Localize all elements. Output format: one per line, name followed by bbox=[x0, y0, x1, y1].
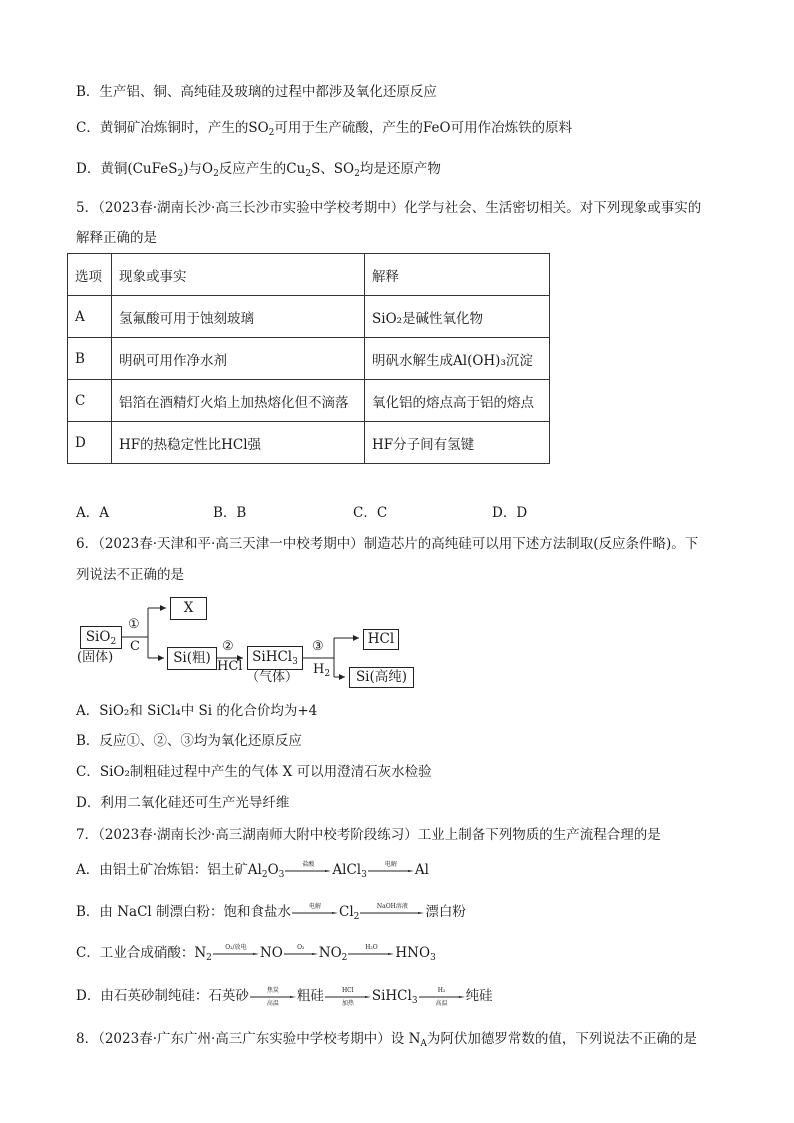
sihcl3-box: SiHCl$_3$ bbox=[247, 646, 303, 670]
q4-option-c: C．黄铜矿冶炼铜时，产生的$SO_2$可用于生产硫酸，产生的FeO可用作冶炼铁的原料 bbox=[76, 120, 573, 138]
table-header-cell: 现象或事实 bbox=[112, 254, 365, 296]
condition-arrow: 电解 bbox=[368, 861, 414, 881]
q5-stem-line2: 解释正确的是 bbox=[76, 230, 157, 246]
table-header-row bbox=[68, 254, 550, 296]
q5-choice-d: D．D bbox=[492, 505, 528, 521]
reagent2-label: HCl bbox=[217, 659, 243, 674]
table-header-cell: 选项 bbox=[68, 254, 112, 296]
table-header-cell: 解释 bbox=[365, 254, 550, 296]
table-cell: 氧化铝的熔点高于铝的熔点 bbox=[365, 380, 550, 422]
q6-option-c: C．SiO₂制粗硅过程中产生的气体 X 可以用澄清石灰水检验 bbox=[76, 764, 432, 780]
condition-arrow: HCl 加热 bbox=[325, 987, 371, 1007]
table-cell: SiO₂是碱性氧化物 bbox=[365, 296, 550, 338]
step2-label: ② bbox=[222, 639, 234, 654]
sio2-box: SiO$_2$ bbox=[80, 626, 122, 649]
q5-choice-b: B．B bbox=[213, 505, 247, 521]
table-cell: D bbox=[68, 422, 112, 464]
q7-option-b: B．由 NaCl 制漂白粉：饱和食盐水 电解 $Cl_2$ NaOH溶液 漂白粉 bbox=[76, 902, 466, 922]
q6-stem-line2: 列说法不正确的是 bbox=[76, 567, 184, 583]
table-row bbox=[68, 338, 550, 380]
q5-table bbox=[67, 253, 550, 464]
q5-choice-c: C．C bbox=[353, 505, 388, 521]
table-cell: 氢氟酸可用于蚀刻玻璃 bbox=[112, 296, 365, 338]
solid-label: (固体) bbox=[77, 650, 114, 665]
condition-arrow: H₂ 高温 bbox=[419, 987, 465, 1007]
q8-stem: 8．（2023春·广东广州·高三广东实验中学校考期中）设 $N_A$为阿伏加德罗常数的值，下列说法不正确的是 bbox=[76, 1031, 697, 1049]
table-cell: 铝箔在酒精灯火焰上加热熔化但不滴落 bbox=[112, 380, 365, 422]
hcl-box: HCl bbox=[363, 629, 399, 650]
q6-option-d: D．利用二氧化硅还可生产光导纤维 bbox=[76, 795, 290, 811]
table-cell: A bbox=[68, 296, 112, 338]
x-box: X bbox=[170, 597, 207, 620]
step1-label: ① bbox=[128, 617, 140, 632]
condition-arrow: 电解 bbox=[292, 903, 338, 923]
q7-option-a: A．由铝土矿冶炼铝：铝土矿$Al_2O_3$ 盐酸 AlCl$_3$ 电解 Al bbox=[76, 860, 429, 880]
q5-stem-line1: 5．（2023春·湖南长沙·高三长沙市实验中学校考期中）化学与社会、生活密切相关。对下列现象或事实的 bbox=[76, 200, 702, 216]
condition-arrow: 盐酸 bbox=[285, 861, 331, 881]
table-row bbox=[68, 296, 550, 338]
condition-arrow: H₂O bbox=[348, 944, 394, 964]
q4-option-d: D．黄铜(CuFeS$_2$)与$O_2$反应产生的$Cu_2S$、$SO_2$均是还原产物 bbox=[76, 161, 441, 179]
table-row bbox=[68, 380, 550, 422]
gas-label: （气体） bbox=[246, 670, 299, 685]
step3-label: ③ bbox=[312, 639, 324, 654]
table-cell: HF分子间有氢键 bbox=[365, 422, 550, 464]
table-cell: B bbox=[68, 338, 112, 380]
table-row bbox=[68, 422, 550, 464]
condition-arrow: O₂ bbox=[284, 944, 318, 964]
table-cell: 明矾水解生成Al(OH)₃沉淀 bbox=[365, 338, 550, 380]
condition-arrow: NaOH溶液 bbox=[360, 903, 424, 923]
table-cell: C bbox=[68, 380, 112, 422]
q5-choice-a: A．A bbox=[76, 505, 109, 521]
si-crude-box: Si(粗) bbox=[167, 647, 217, 670]
condition-arrow: O₂/放电 bbox=[213, 944, 259, 964]
reagent1-label: C bbox=[130, 639, 140, 654]
q4-option-b: B．生产铝、铜、高纯硅及玻璃的过程中都涉及氧化还原反应 bbox=[76, 84, 437, 100]
reagent3-label: $H_2$ bbox=[313, 662, 331, 679]
table-cell: HF的热稳定性比HCl强 bbox=[112, 422, 365, 464]
q7-option-d: D．由石英砂制纯硅：石英砂 焦炭 高温 粗硅 HCl 加热 SiHCl$_3$ H₂ 高温 纯硅 bbox=[76, 986, 493, 1007]
si-pure-box: Si(高纯) bbox=[349, 667, 414, 688]
table-cell: 明矾可用作净水剂 bbox=[112, 338, 365, 380]
condition-arrow: 焦炭 高温 bbox=[250, 987, 296, 1007]
q6-stem-line1: 6．（2023春·天津和平·高三天津一中校考期中）制造芯片的高纯硅可以用下述方法制取(反应条件略)。下 bbox=[76, 536, 699, 552]
q6-option-b: B．反应①、②、③均为氧化还原反应 bbox=[76, 733, 302, 749]
q7-stem: 7．（2023春·湖南长沙·高三湖南师大附中校考阶段练习）工业上制备下列物质的生产流程合理的是 bbox=[76, 827, 661, 843]
q7-option-c: C．工业合成硝酸：$N_2$ O₂/放电 NO O₂ $NO_2$ H₂O $HNO_3$ bbox=[76, 943, 436, 963]
q6-option-a: A．SiO₂和 SiCl₄中 Si 的化合价均为+4 bbox=[76, 703, 318, 719]
